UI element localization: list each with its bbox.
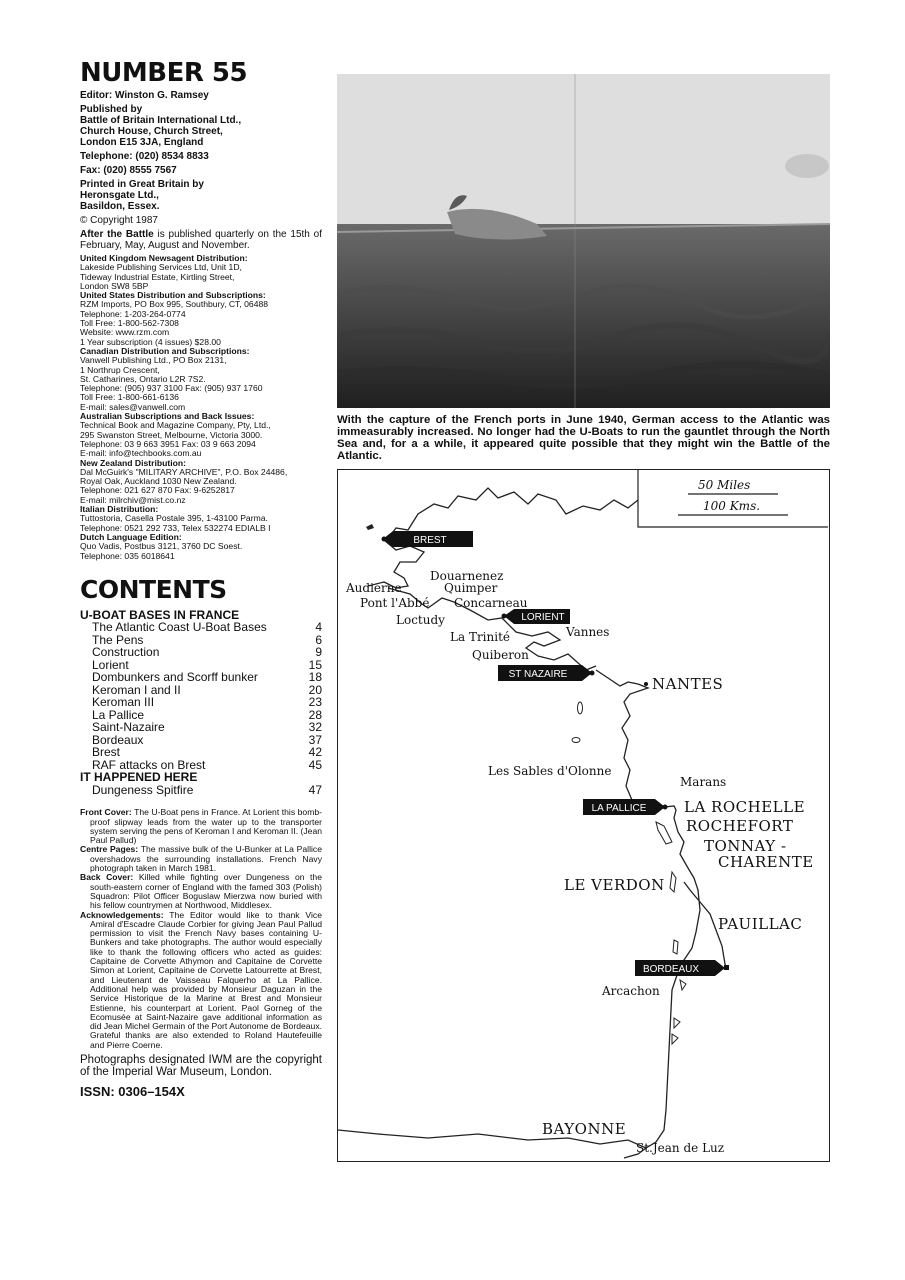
city-marker [644,682,648,686]
distribution-line: Royal Oak, Auckland 1030 New Zealand. [80,476,237,487]
contents-section-heading: U-BOAT BASES IN FRANCE [80,607,240,622]
distribution-line: Telephone: 03 9 663 3951 Fax: 03 9 663 2094 [80,438,256,449]
distribution-line: Tuttostoria, Casella Postale 395, 1-43100 Parma. [80,513,268,524]
place-audierne: Audierne [346,581,402,595]
publication-schedule [80,229,322,251]
contents-entry[interactable] [80,696,322,709]
contents-entry-page: 15 [308,657,322,672]
contents-entry-label: The Pens [92,632,144,647]
contents-entry-page: 20 [308,682,322,697]
contents-entry[interactable] [80,721,322,734]
contents-entry-label: Saint-Nazaire [92,720,165,735]
city-charente: CHARENTE [718,853,814,871]
contents-entry[interactable] [80,621,322,634]
telephone-line: Telephone: (020) 8534 8833 [80,151,209,162]
arcachon-basin [680,980,686,990]
note-centre-pages [80,845,322,873]
distribution-heading: United States Distribution and Subscriptions: [80,290,266,301]
distribution-line: London SW8 5BP [80,280,149,291]
city-rochefort: ROCHEFORT [686,817,794,835]
lake-hourtin [673,940,678,954]
city-pauillac: PAUILLAC [718,915,803,933]
base-tag-label: ST NAZAIRE [508,669,568,680]
masthead-column [80,58,322,1099]
distribution-heading: Italian Distribution: [80,504,159,515]
distribution-australia [80,412,322,458]
note-acknowledgements [80,911,322,1050]
photo-illustration [337,74,830,408]
note-label: Acknowledgements: [80,909,164,920]
place-la-trinite: La Trinité [450,630,511,644]
note-text: The Editor would like to thank Vice Amiral d'Escadre Claude Corbier for giving Jean Paul Pallud permission to visit the French Navy bases containing U-Bunkers and take photographs. The author would especially like to thank the following officers who acted as guides: Capitaine de Corvette Athymon and Capitaine de Corvette Simon at Lorient, Capitaine de Corvette Latourrette at Brest, and Lieutenant de Vaisseau Falquerho at La Pallice. Additional help was provided by Monsieur Daguzan in the Service Historique de la Marine at Brest and Monsieur Estienne, his counterpart at Lorient. Paol Gorneg of the Ecomusée at Saint-Nazaire gave additional information as did Jean Michel Germain of the Port Autonome de Bordeaux. Grateful thanks are also extended to Roland Hautefeuille and Pierre Coerne. [90,909,322,1050]
place-arcachon: Arcachon [602,984,660,998]
note-label: Centre Pages: [80,844,139,855]
place-quimper: Quimper [444,581,498,595]
city-la-rochelle: LA ROCHELLE [684,798,806,816]
lake-cazaux [674,1018,680,1028]
contents-entry-label: Keroman I and II [92,682,181,697]
distribution-dutch [80,533,322,561]
contents-entry[interactable] [80,671,322,684]
publisher-line: London E15 3JA, England [80,137,204,148]
place-les-sables: Les Sables d'Olonne [488,764,612,778]
distribution-heading: Dutch Language Edition: [80,531,182,542]
base-tag-brest[interactable] [382,531,474,547]
base-tag-st-nazaire[interactable] [498,665,595,681]
base-tag-bordeaux[interactable] [635,960,729,976]
contents-entry-label: Lorient [92,657,129,672]
issue-number-title: NUMBER 55 [80,58,248,88]
base-tag-label: BORDEAUX [642,964,700,975]
distribution-line: E-mail: milrchiv@mist.co.nz [80,494,186,505]
copyright-line: © Copyright 1987 [80,215,158,226]
distribution-line: 295 Swanston Street, Melbourne, Victoria 3000. [80,429,263,440]
note-text: The U-Boat pens in France. At Lorient this bomb-proof slipway leads from the water up to the transporter system serving the pens of Keroman I and Keroman II. (Jean Paul Pallud) [90,807,323,846]
distribution-line: Toll Free: 1-800-562-7308 [80,318,179,329]
island-re [656,822,672,844]
contents-entry-page: 47 [308,782,322,797]
editor-line: Editor: Winston G. Ramsey [80,90,209,101]
contents-entry-page: 45 [308,757,322,772]
distribution-line: Telephone: 0521 292 733, Telex 532274 EDIALB I [80,522,271,533]
publication-schedule-text: is published quarterly on the 15th of February, May, August and November. [80,229,322,251]
distribution-uk [80,254,322,291]
contents-entry-page: 32 [308,720,322,735]
place-concarneau: Concarneau [454,596,528,610]
contents-entry-page: 4 [315,620,322,635]
publication-name: After the Battle [80,229,154,240]
contents-list [80,621,322,771]
distribution-new-zealand [80,459,322,505]
place-st-jean-de-luz: St.Jean de Luz [636,1141,725,1155]
contents-entry-label: Brest [92,745,121,760]
contents-entry-page: 9 [315,645,322,660]
distribution-line: E-mail: sales@vanwell.com [80,401,186,412]
u-boat-bases-map [337,469,830,1162]
scale-kms-label: 100 Kms. [703,499,761,513]
sky [337,74,830,234]
base-tag-label: LORIENT [521,612,565,623]
base-tag-label: LA PALLICE [591,803,647,814]
contents-entry-label: Keroman III [92,695,155,710]
distribution-line: Vanwell Publishing Ltd., PO Box 2131, [80,355,227,366]
contents-entry[interactable] [80,646,322,659]
distribution-line: Telephone: 035 6018641 [80,550,175,561]
contents-entry-page: 23 [308,695,322,710]
printer-line: Printed in Great Britain by [80,179,204,190]
city-bayonne: BAYONNE [542,1120,627,1138]
contents-entry-page: 42 [308,745,322,760]
distribution-line: RZM Imports, PO Box 995, Southbury, CT, 06488 [80,299,269,310]
island-noirmoutier [578,702,583,714]
note-text: Killed while fighting over Dungeness on the south-eastern corner of England with the famed 303 (Polish) Squadron: Pilot Officer Boguslaw Mierzwa now buried with his fellow countrymen at Northwood, Middlesex. [90,872,322,911]
contents-entry-label: RAF attacks on Brest [92,757,206,772]
place-vannes: Vannes [566,625,610,639]
distribution-heading: New Zealand Distribution: [80,457,186,468]
island-ouessant [366,524,374,530]
base-tag-la-pallice[interactable] [583,799,668,815]
note-back-cover [80,873,322,910]
lake-parentis [672,1034,678,1044]
cover-notes [80,808,322,1050]
place-loctudy: Loctudy [396,613,445,627]
contents-entry-page: 28 [308,707,322,722]
distribution-italy [80,505,322,533]
distribution-line: 1 Year subscription (4 issues) $28.00 [80,336,221,347]
island-yeu [572,738,580,743]
city-le-verdon: LE VERDON [564,876,665,894]
contents-entry-label: Dungeness Spitfire [92,782,194,797]
contents-entry-page: 6 [315,632,322,647]
sinking-ship-photo [337,74,830,408]
distribution-canada [80,347,322,412]
city-nantes: NANTES [652,675,724,693]
publisher-line: Published by [80,104,143,115]
place-pont-labbe: Pont l'Abbé [360,596,430,610]
distribution-line: Tideway Industrial Estate, Kirtling Street, [80,271,235,282]
island-oleron [670,872,676,892]
distribution-line: 1 Northrup Crescent, [80,364,160,375]
distribution-line: Toll Free: 1-800-661-6136 [80,392,179,403]
distribution-heading: Australian Subscriptions and Back Issues: [80,411,255,422]
base-tag-label: BREST [413,535,447,546]
distribution-us [80,291,322,347]
contents-entry-page: 37 [308,732,322,747]
printer-line: Basildon, Essex. [80,201,160,212]
contents-entry-page: 18 [308,670,322,685]
city-tonnay: TONNAY - [704,837,787,855]
note-label: Back Cover: [80,872,134,883]
contents-title: CONTENTS [80,574,227,604]
coastline-landes [646,972,678,1148]
issn: ISSN: 0306–154X [80,1084,185,1100]
fax-line: Fax: (020) 8555 7567 [80,165,177,176]
distribution-line: St. Catharines, Ontario L2R 7S2. [80,373,206,384]
distribution-line: Technical Book and Magazine Company, Pty, Ltd., [80,420,271,431]
distribution-line: E-mail: info@techbooks.com.au [80,448,202,459]
printer-line: Heronsgate Ltd., [80,190,159,201]
smoke [785,154,829,178]
distribution-heading: United Kingdom Newsagent Distribution: [80,253,248,263]
note-front-cover [80,808,322,845]
contents-entry-label: Dombunkers and Scorff bunker [92,670,258,685]
place-douarnenez: Douarnenez [430,569,504,583]
distribution-line: Dal McGuirk's "MILITARY ARCHIVE", P.O. Box 24486, [80,466,288,477]
distribution-line: Website: www.rzm.com [80,327,170,338]
publisher-line: Church House, Church Street, [80,126,223,137]
note-text: The massive bulk of the U-Bunker at La Pallice overshadows the surrounding installations. French Navy photograph taken in March 1981. [90,844,322,874]
publisher-line: Battle of Britain International Ltd., [80,115,242,126]
contents-entry-label: Construction [92,645,160,660]
photo-credit: Photographs designated IWM are the copyright of the Imperial War Museum, London. [80,1054,322,1079]
contents-section-heading: IT HAPPENED HERE [80,770,198,785]
contents-entry[interactable] [80,746,322,759]
distribution-line: Telephone: 021 627 870 Fax: 9-6252817 [80,485,235,496]
base-tag-lorient[interactable] [502,609,571,624]
contents-entry-label: La Pallice [92,707,145,722]
scale-miles-label: 50 Miles [698,478,751,492]
place-quiberon: Quiberon [472,648,529,662]
photo-caption: With the capture of the French ports in June 1940, German access to the Atlantic was immeasurably increased. No longer had the U-Boats to run the gauntlet through the North Sea and, for a a while, it appeared quite possible that they might win the Battle of the Atlantic. [337,414,830,462]
distribution-line: Telephone: 1-203-264-0774 [80,308,186,319]
distribution-line: Telephone: (905) 937 3100 Fax: (905) 937 1760 [80,383,263,394]
contents-entry-label: Bordeaux [92,732,144,747]
place-marans: Marans [680,775,727,789]
note-label: Front Cover: [80,807,132,818]
contents-entry-label: The Atlantic Coast U-Boat Bases [92,620,267,635]
distribution-line: Quo Vadis, Postbus 3121, 3760 DC Soest. [80,541,243,552]
distribution-line: Lakeside Publishing Services Ltd, Unit 1D, [80,262,242,273]
map-svg [338,470,828,1160]
contents-entry[interactable] [80,784,322,797]
distribution-heading: Canadian Distribution and Subscriptions: [80,345,250,356]
